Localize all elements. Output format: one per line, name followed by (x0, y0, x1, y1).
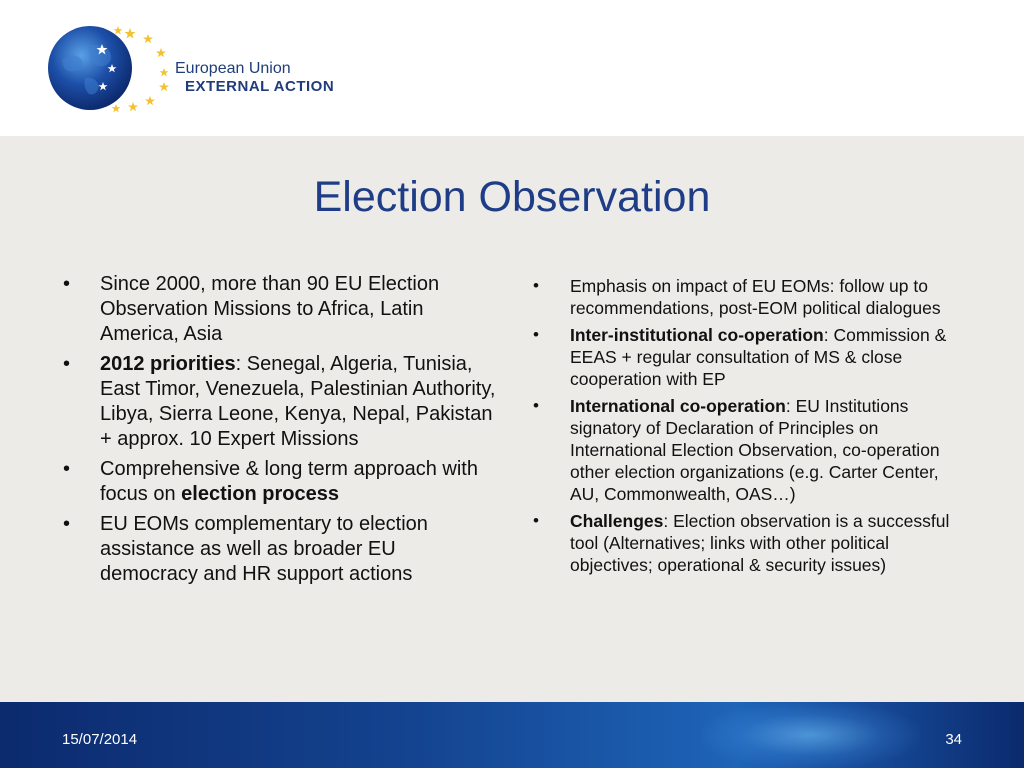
bullet-text: : Election observation is a successful tool (Alternatives; links with other political objectives; operational & security issues) (570, 511, 950, 575)
bullet-bold-text: election process (181, 483, 340, 505)
logo-text-european-union: European Union (175, 60, 291, 77)
footer-glow (700, 702, 920, 768)
list-item (58, 512, 498, 587)
bullet-text: Emphasis on impact of EU EOMs: follow up to recommendations, post-EOM political dialogues (570, 276, 941, 318)
bullet-text: Comprehensive & long term approach with focus on (100, 458, 478, 505)
left-bullet-list (58, 272, 498, 592)
list-item (58, 457, 498, 507)
bullet-text: Since 2000, more than 90 EU Election Observation Missions to Africa, Latin America, Asia (100, 273, 440, 345)
bullet-text: EU EOMs complementary to election assistance as well as broader EU democracy and HR support actions (100, 513, 428, 585)
slide-title: Election Observation (313, 173, 711, 221)
list-item (528, 510, 968, 576)
right-bullet-list (528, 275, 968, 581)
eu-external-action-logo (40, 20, 380, 120)
list-item (528, 275, 968, 319)
slide-footer (0, 702, 1024, 768)
logo-text-external-action: EXTERNAL ACTION (185, 78, 335, 95)
list-item (528, 395, 968, 505)
slide-page-number: 34 (945, 731, 962, 748)
bullet-text: : Commission & EEAS + regular consultation of MS & close cooperation with EP (570, 325, 947, 389)
list-item (528, 324, 968, 390)
bullet-bold-text: Challenges (570, 511, 664, 531)
list-item (58, 272, 498, 347)
bullet-bold-text: International co-operation (570, 396, 786, 416)
bullet-text: : Senegal, Algeria, Tunisia, East Timor, Venezuela, Palestinian Authority, Libya, Sierra Leone, Kenya, Nepal, Pakistan + approx. 10 Expert Missions (100, 353, 496, 450)
bullet-bold-text: Inter-institutional co-operation (570, 325, 824, 345)
footer-date: 15/07/2014 (62, 731, 138, 748)
list-item (58, 352, 498, 452)
slide-header (0, 0, 1024, 136)
bullet-bold-text: 2012 priorities (100, 353, 236, 375)
bullet-text: : EU Institutions signatory of Declaration of Principles on International Election Observation, co-operation other election organizations (e.g. Carter Center, AU, Commonwealth, OAS…) (570, 396, 940, 504)
